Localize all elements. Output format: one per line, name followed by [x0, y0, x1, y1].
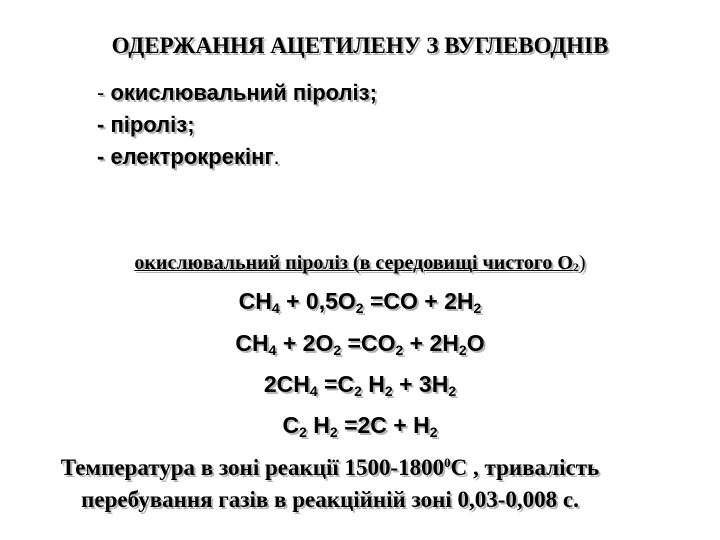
equation-text: + 3H [392, 371, 449, 397]
equation-subscript: 2 [355, 300, 364, 316]
equation-text: + 0,5O [279, 288, 356, 314]
method-item-oxidative-pyrolysis [97, 77, 377, 109]
degree-superscript: 0 [444, 455, 451, 470]
equation-text: CH [235, 330, 269, 356]
method-item-pyrolysis [97, 109, 377, 141]
equation-2 [0, 328, 720, 358]
conditions-line-2: перебування газів в реакційній зоні 0,03-0,008 с. [81, 487, 579, 512]
equation-1 [0, 286, 720, 316]
equation-3 [0, 369, 720, 399]
equation-text: =CO + 2H [363, 288, 474, 314]
method-label: електрокрекінг [104, 144, 274, 169]
slide-title: ОДЕРЖАННЯ АЦЕТИЛЕНУ З ВУГЛЕВОДНІВ [111, 33, 609, 58]
section-subheading [0, 249, 720, 281]
equation-subscript: 4 [271, 300, 280, 316]
equation-subscript: 2 [395, 342, 404, 358]
equation-subscript: 2 [473, 300, 482, 316]
subheading-subscript: 2 [572, 260, 579, 274]
equation-subscript: 2 [448, 383, 457, 399]
equation-text: + 2O [276, 330, 334, 356]
equation-subscript: 4 [309, 383, 318, 399]
equation-subscript: 2 [458, 342, 467, 358]
equation-text: H [361, 371, 385, 397]
equation-subscript: 2 [299, 424, 307, 440]
subheading-close: ) [578, 252, 586, 274]
conditions-text-a: Температура в зоні реакції 1500-1800 [60, 455, 445, 480]
conditions-text-b: С , тривалість [450, 455, 600, 480]
method-label: окислювальний піроліз; [104, 80, 377, 105]
equation-text: CH [238, 288, 272, 314]
list-dash: - [97, 112, 105, 137]
subheading-underlined [134, 252, 579, 274]
equation-text: =CO [341, 330, 396, 356]
equation-subscript: 2 [384, 383, 393, 399]
reaction-conditions [0, 452, 660, 516]
equation-text: + 2H [403, 330, 459, 356]
equation-subscript: 4 [268, 342, 277, 358]
method-item-electrocracking [97, 141, 377, 173]
equation-text: =2C + H [337, 412, 430, 438]
equation-text: 2CH [263, 371, 310, 397]
method-label: піроліз; [104, 112, 195, 137]
methods-list [97, 77, 377, 173]
equation-subscript: 2 [329, 424, 338, 440]
equation-subscript: 2 [354, 383, 362, 399]
list-dash: - [97, 80, 105, 105]
equation-text: C [282, 412, 300, 438]
equation-subscript: 2 [333, 342, 342, 358]
method-end-dot: . [273, 144, 280, 169]
equation-text: H [306, 412, 330, 438]
equation-text: O [466, 330, 485, 356]
equation-subscript: 2 [429, 424, 438, 440]
conditions-line-1 [0, 452, 660, 484]
subheading-text: окислювальний піроліз (в середовищі чистого О [134, 252, 573, 274]
list-dash: - [97, 144, 105, 169]
equation-text: =C [317, 371, 355, 397]
equation-4 [0, 410, 720, 440]
